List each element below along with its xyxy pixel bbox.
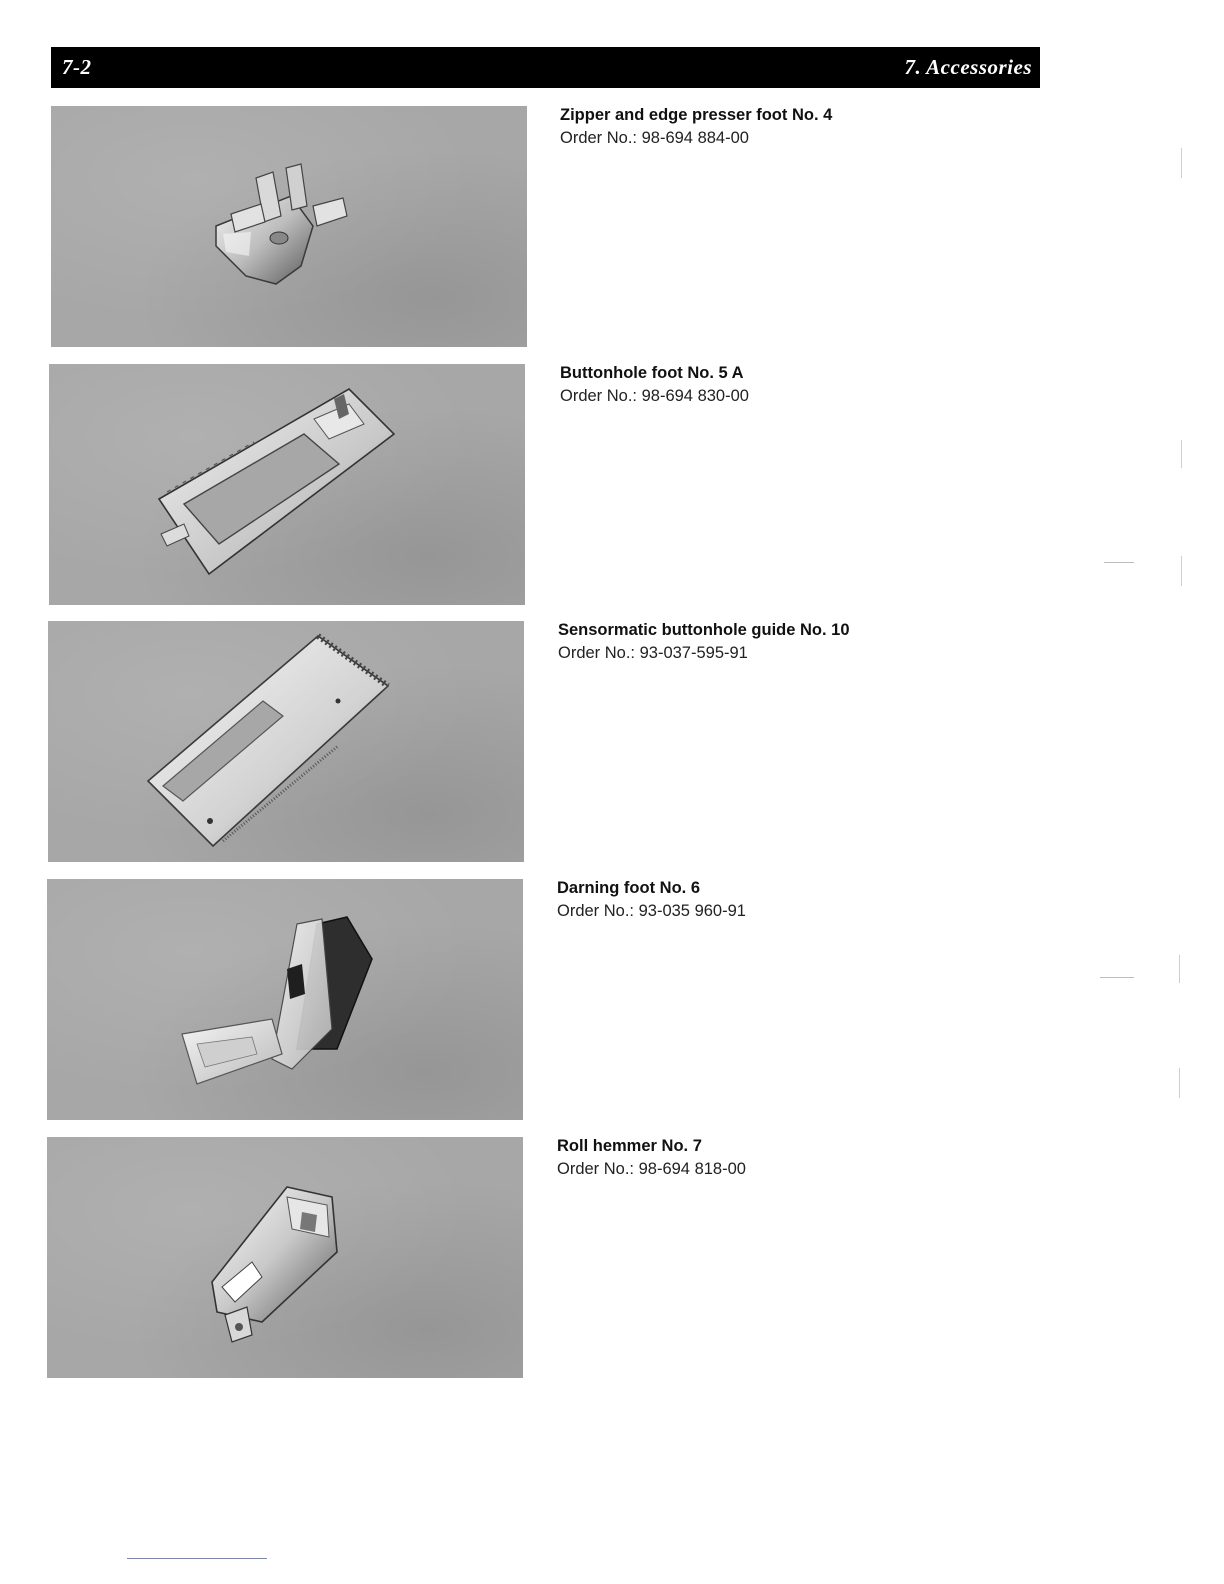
product-entry-zipper-foot	[560, 104, 980, 150]
scan-mark	[1179, 955, 1180, 983]
page-number: 7-2	[62, 55, 92, 79]
product-order-number: Order No.: 98-694 818-00	[557, 1160, 746, 1178]
product-order-number: Order No.: 93-035 960-91	[557, 902, 746, 920]
product-photo-buttonhole-guide	[48, 621, 524, 862]
buttonhole-guide-icon	[48, 621, 524, 862]
product-photo-darning-foot	[47, 879, 523, 1120]
darning-foot-icon	[47, 879, 523, 1120]
roll-hemmer-icon	[47, 1137, 523, 1378]
scan-mark	[1104, 562, 1134, 563]
product-entry-buttonhole-guide	[558, 619, 978, 665]
buttonhole-foot-icon	[49, 364, 525, 605]
product-title: Roll hemmer No. 7	[557, 1137, 702, 1155]
product-title: Zipper and edge presser foot No. 4	[560, 106, 833, 124]
scan-mark	[1181, 148, 1182, 178]
product-entry-darning-foot	[557, 877, 977, 923]
section-title: 7. Accessories	[904, 55, 1032, 79]
footer-rule	[127, 1558, 267, 1559]
product-photo-roll-hemmer	[47, 1137, 523, 1378]
product-order-number: Order No.: 98-694 830-00	[560, 387, 749, 405]
product-order-number: Order No.: 98-694 884-00	[560, 129, 749, 147]
zipper-foot-icon	[51, 106, 527, 347]
product-entry-roll-hemmer	[557, 1135, 977, 1181]
product-order-number: Order No.: 93-037-595-91	[558, 644, 748, 662]
scan-mark	[1181, 440, 1182, 468]
product-entry-buttonhole-foot	[560, 362, 980, 408]
page-header-bar	[51, 47, 1040, 88]
product-title: Darning foot No. 6	[557, 879, 700, 897]
scan-mark	[1181, 556, 1182, 586]
product-photo-zipper-foot	[51, 106, 527, 347]
scan-mark	[1100, 977, 1134, 978]
product-title: Sensormatic buttonhole guide No. 10	[558, 621, 850, 639]
product-title: Buttonhole foot No. 5 A	[560, 364, 744, 382]
product-photo-buttonhole-foot	[49, 364, 525, 605]
scan-mark	[1179, 1068, 1180, 1098]
